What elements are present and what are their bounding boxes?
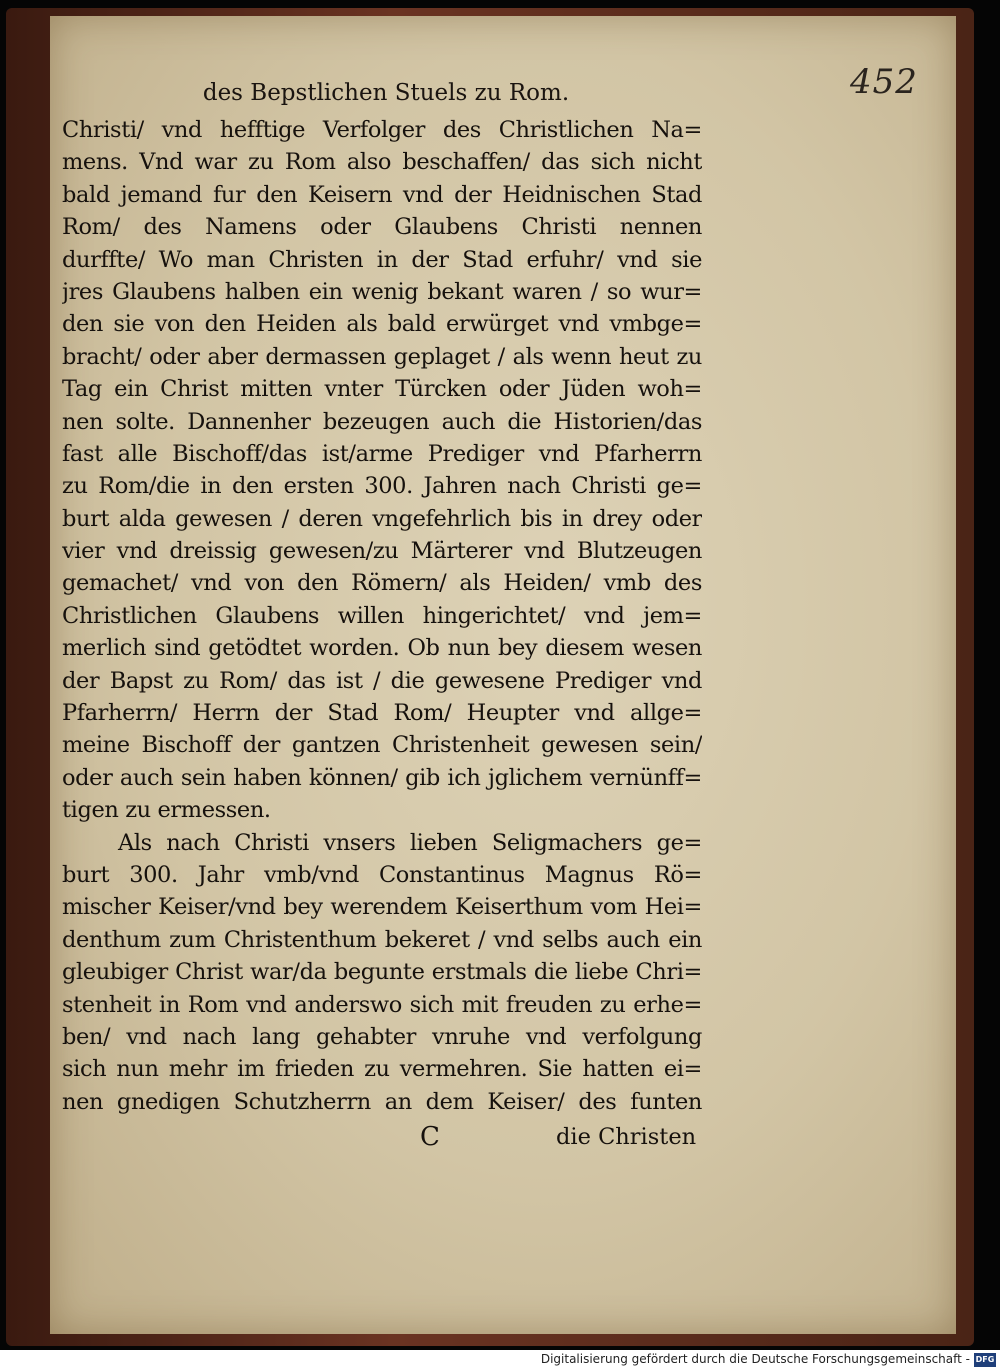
text-line: burt 300. Jahr vmb/vnd Constantinus Magnus Rö=: [62, 861, 702, 888]
text-line: merlich sind getödtet worden. Ob nun bey diesem wesen: [62, 635, 702, 662]
text-line: jres Glaubens halben ein wenig bekant waren / so wur=: [62, 278, 702, 305]
text-line: denthum zum Christenthum bekeret / vnd selbs auch ein: [62, 926, 702, 953]
text-line: gleubiger Christ war/da begunte erstmals die liebe Chri=: [62, 959, 702, 986]
text-line: vier vnd dreissig gewesen/zu Märterer vnd Blutzeugen: [62, 538, 702, 565]
catchword: die Christen: [556, 1124, 697, 1150]
text-line: tigen zu ermessen.: [62, 797, 271, 824]
text-line: den sie von den Heiden als bald erwürget vnd vmbge=: [62, 311, 702, 338]
footer-credit: Digitalisierung gefördert durch die Deutsche Forschungsgemeinschaft -: [540, 1352, 970, 1366]
text-line: meine Bischoff der gantzen Christenheit gewesen sein/: [62, 732, 702, 759]
text-line: mens. Vnd war zu Rom also beschaffen/ das sich nicht: [62, 149, 702, 176]
dfg-logo-icon: DFG: [974, 1353, 996, 1367]
signature-mark: C: [420, 1122, 440, 1152]
text-line: Rom/ des Namens oder Glaubens Christi nennen: [62, 214, 702, 241]
running-head: des Bepstlichen Stuels zu Rom.: [202, 80, 570, 106]
text-line: bald jemand fur den Keisern vnd der Heidnischen Stad: [62, 181, 702, 208]
text-line: oder auch sein haben können/ gib ich jglichem vernünff=: [62, 764, 702, 791]
text-line: stenheit in Rom vnd anderswo sich mit freuden zu erhe=: [62, 991, 702, 1018]
text-line: fast alle Bischoff/das ist/arme Prediger vnd Pfarherrn: [62, 440, 702, 467]
text-line: nen gnedigen Schutzherrn an dem Keiser/ des funten: [62, 1088, 702, 1115]
text-line: burt alda gewesen / deren vngefehrlich bis in drey oder: [62, 505, 702, 532]
text-line: Als nach Christi vnsers lieben Seligmachers ge=: [118, 829, 702, 856]
text-line: Christlichen Glaubens willen hingerichtet/ vnd jem=: [62, 602, 702, 629]
text-line: ben/ vnd nach lang gehabter vnruhe vnd verfolgung: [62, 1023, 702, 1050]
text-line: nen solte. Dannenher bezeugen auch die Historien/das: [62, 408, 702, 435]
text-line: durffte/ Wo man Christen in der Stad erfuhr/ vnd sie: [62, 246, 702, 273]
text-line: mischer Keiser/vnd bey werendem Keiserthum vom Hei=: [62, 894, 702, 921]
text-line: der Bapst zu Rom/ das ist / die gewesene Prediger vnd: [62, 667, 702, 694]
text-line: Pfarherrn/ Herrn der Stad Rom/ Heupter vnd allge=: [62, 700, 702, 727]
text-line: Tag ein Christ mitten vnter Türcken oder Jüden woh=: [62, 376, 702, 403]
text-line: zu Rom/die in den ersten 300. Jahren nach Christi ge=: [62, 473, 702, 500]
text-line: sich nun mehr im frieden zu vermehren. Sie hatten ei=: [62, 1056, 702, 1083]
footer-bar: [0, 1350, 1000, 1372]
text-line: Christi/ vnd hefftige Verfolger des Christlichen Na=: [62, 117, 702, 143]
text-line: gemachet/ vnd von den Römern/ als Heiden/ vmb des: [62, 570, 702, 597]
text-line: bracht/ oder aber dermassen geplaget / als wenn heut zu: [62, 343, 702, 370]
page-number: 452: [850, 62, 918, 102]
body-text: [62, 114, 702, 1118]
